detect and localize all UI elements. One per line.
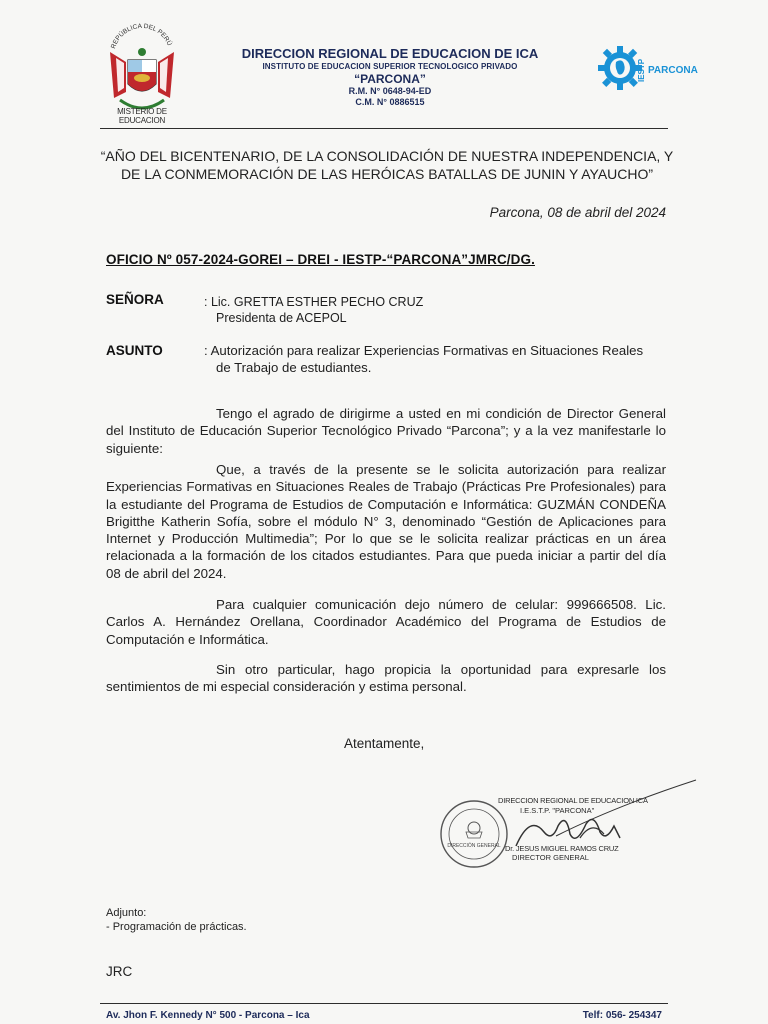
- footer-phone: Telf: 056- 254347: [582, 1010, 662, 1021]
- closing-salutation: Atentamente,: [344, 736, 425, 751]
- parcona-logo-label: PARCONA: [648, 65, 698, 76]
- header-divider: [100, 128, 668, 129]
- header-direccion-regional: DIRECCION REGIONAL DE EDUCACION DE ICA: [241, 46, 539, 61]
- subject-label: ASUNTO: [106, 343, 163, 358]
- header-parcona: “PARCONA”: [354, 72, 426, 86]
- subject-line-1: : Autorización para realizar Experiencias Formativas en Situaciones Reales: [204, 343, 644, 358]
- paragraph-text-4: Sin otro particular, hago propicia la oportunidad para expresarle los sentimientos de mi especial consideración y estima personal.: [106, 662, 666, 695]
- reference-initials: JRC: [106, 964, 133, 979]
- paragraph-text-2: Que, a través de la presente se le solicita autorización para realizar Experiencias Formativas en Situaciones Reales de Trabajo (Prácticas Pre Profesionales) para la estudiante del Programa de Estudios de Computación e Informática: GUZMÁN CONDEÑA Brigitthe Katherin Sofía, sobre el módulo N° 3, denominado “Gestión de Aplicaciones para Internet y Producción Multimedia”; Por lo que se le solicita realizar prácticas en un área relacionada a la formación de los citados estudiantes. Para que pueda iniciar a partir del día 08 de abril del 2024.: [106, 462, 666, 581]
- header-instituto: INSTITUTO DE EDUCACION SUPERIOR TECNOLOGICO PRIVADO: [262, 62, 518, 71]
- signature-institute: I.E.S.T.P. "PARCONA": [520, 806, 595, 815]
- header-rm-number: R.M. N° 0648-94-ED: [348, 86, 432, 96]
- letter-date: Parcona, 08 de abril del 2024: [489, 205, 666, 220]
- iestp-vertical-text: IESTP: [637, 58, 646, 82]
- addressee-role: Presidenta de ACEPOL: [216, 311, 347, 325]
- body-paragraph: [106, 461, 666, 582]
- addressee-label: SEÑORA: [106, 292, 164, 307]
- attachment-item: - Programación de prácticas.: [106, 921, 247, 933]
- subject-line-2: de Trabajo de estudiantes.: [216, 359, 372, 375]
- footer-divider: [100, 1003, 668, 1004]
- attachment-label: Adjunto:: [106, 907, 147, 919]
- subject-block: [204, 343, 670, 376]
- footer-address: Av. Jhon F. Kennedy N° 500 - Parcona – Ica: [106, 1010, 310, 1021]
- header-cm-number: C.M. N° 0886515: [355, 97, 425, 107]
- body-paragraph: [106, 405, 666, 457]
- oficio-number: OFICIO Nº 057-2024-GOREI – DREI - IESTP-“PARCONA”JMRC/DG.: [106, 252, 535, 267]
- addressee-name: : Lic. GRETTA ESTHER PECHO CRUZ: [204, 295, 424, 309]
- year-motto: “AÑO DEL BICENTENARIO, DE LA CONSOLIDACIÓN DE NUESTRA INDEPENDENCIA, Y DE LA CONMEMORACIÓN DE LAS HERÓICAS BATALLAS DE JUNIN Y AYAUCHO”: [100, 148, 674, 182]
- stamp-text: DIRECCIÓN GENERAL: [447, 843, 501, 849]
- body-paragraph: [106, 596, 666, 648]
- signature-organization: DIRECCION REGIONAL DE EDUCACION ICA: [498, 796, 648, 805]
- addressee-block: [204, 294, 664, 326]
- paragraph-text-3: Para cualquier comunicación dejo número de celular: 999666508. Lic. Carlos A. Hernández Orellana, Coordinador Académico del Programa de Estudios de Computación e Informática.: [106, 597, 666, 647]
- body-paragraph: [106, 661, 666, 696]
- svg-text:REPÚBLICA DEL PERÚ: [110, 23, 175, 50]
- paragraph-text-1: Tengo el agrado de dirigirme a usted en mi condición de Director General del Instituto de Educación Superior Tecnológico Privado “Parcona”; y a la vez manifestarle lo siguiente:: [106, 406, 666, 456]
- signatory-name: Dr. JESUS MIGUEL RAMOS CRUZ: [505, 844, 619, 853]
- seal-text: REPÚBLICA DEL PERÚ: [110, 22, 173, 50]
- ministry-caption: MISTERIO DE EDUCACION: [117, 107, 167, 125]
- signatory-role: DIRECTOR GENERAL: [512, 853, 589, 862]
- iestp-gear-logo: [596, 38, 648, 102]
